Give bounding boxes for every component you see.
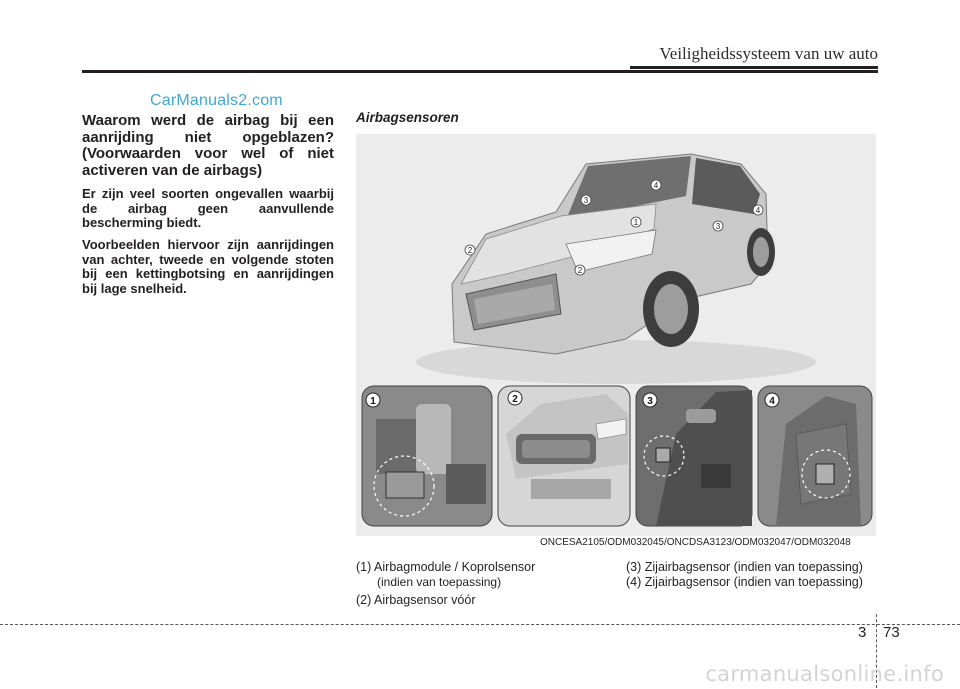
car-illustration	[416, 154, 816, 384]
figure-illustration	[356, 134, 876, 536]
footer-rule	[0, 624, 960, 625]
detail-panel-4	[758, 386, 872, 526]
section-title: Veiligheidssysteem van uw auto	[659, 44, 878, 63]
car-label-2a: 2	[467, 246, 473, 255]
header-rule-accent	[630, 66, 878, 69]
legend-item-1-sub: (indien van toepassing)	[377, 575, 502, 589]
legend-item-2: (2) Airbagsensor vóór	[356, 593, 476, 607]
paragraph-2: Voorbeelden hiervoor zijn aanrijdingen van achter, tweede en volgende stoten bij een kettingbotsing en aanrijdingen bij lage snelheid.	[82, 237, 334, 296]
legend-item-1: (1) Airbagmodule / Koprolsensor	[356, 560, 536, 574]
car-label-4a: 4	[653, 181, 659, 190]
callout-2: 2	[512, 394, 518, 405]
footer-watermark: carmanualsonline.info	[705, 662, 944, 686]
detail-panel-2	[498, 386, 630, 526]
callout-3: 3	[647, 396, 653, 407]
car-label-3a: 3	[583, 196, 589, 205]
chapter-number: 3	[858, 624, 867, 641]
callout-1: 1	[370, 396, 376, 407]
legend-item-3: (3) Zijairbagsensor (indien van toepassing)	[626, 560, 863, 574]
legend-left	[356, 560, 535, 608]
detail-panel-1	[362, 386, 492, 526]
header-rule	[82, 70, 878, 73]
car-label-4b: 4	[755, 206, 761, 215]
legend-right	[626, 560, 863, 590]
page-number: 73	[883, 624, 900, 641]
paragraph-1: Er zijn veel soorten ongevallen waarbij de airbag geen aanvullende bescherming biedt.	[82, 186, 334, 230]
figure-code: ONCESA2105/ODM032045/ONCDSA3123/ODM032047/ODM032048	[540, 537, 851, 548]
detail-panel-3	[636, 386, 752, 526]
watermark-link[interactable]: CarManuals2.com	[150, 92, 283, 109]
car-label-2b: 2	[577, 266, 583, 275]
airbag-sensor-figure	[356, 134, 876, 536]
callout-4: 4	[769, 396, 775, 407]
car-label-3b: 3	[715, 222, 721, 231]
legend-item-4: (4) Zijairbagsensor (indien van toepassing)	[626, 575, 863, 589]
question-heading: Waarom werd de airbag bij een aanrijding niet opgeblazen? (Voorwaarden voor wel of niet activeren van de airbags)	[82, 112, 334, 179]
figure-caption: Airbagsensoren	[356, 110, 459, 125]
car-label-1: 1	[633, 218, 639, 227]
